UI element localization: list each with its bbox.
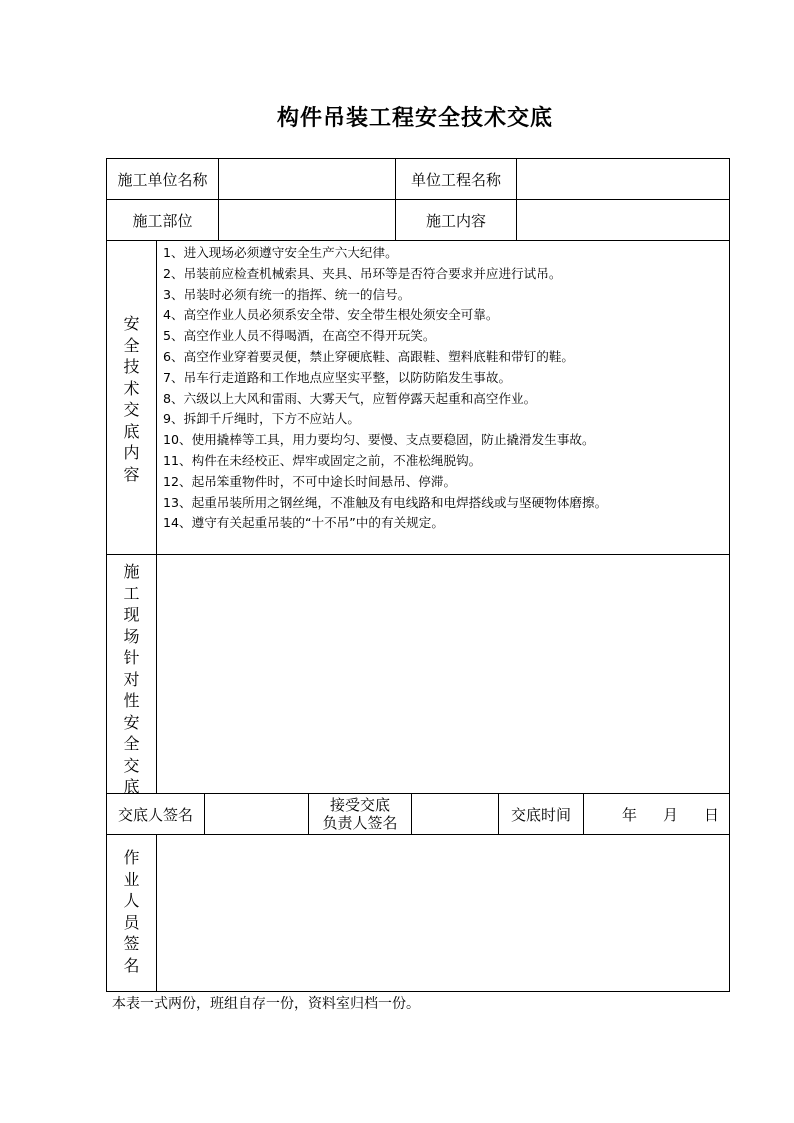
label-char: 签 [123, 934, 140, 953]
unit-project-name-field[interactable] [516, 158, 730, 200]
label-char: 全 [123, 734, 140, 753]
recipient-signature-field[interactable] [411, 793, 499, 835]
label-char: 作 [123, 848, 140, 867]
label-line: 接受交底 [329, 796, 390, 814]
rule-item: 13、起重吊装所用之钢丝绳，不准触及有电线路和电焊搭线或与坚硬物体磨擦。 [163, 494, 608, 510]
construction-unit-label: 施工单位名称 [106, 158, 219, 200]
recipient-signature-label [308, 793, 412, 835]
construction-part-field[interactable] [218, 199, 396, 241]
rule-item: 7、吊车行走道路和工作地点应坚实平整，以防防陷发生事故。 [163, 369, 512, 385]
day-label: 日 [703, 805, 719, 824]
label-char: 术 [123, 378, 140, 398]
label-char: 名 [123, 955, 140, 975]
label-char: 交 [123, 400, 140, 419]
safety-rules-list [156, 240, 730, 555]
label-line: 负责人签名 [322, 814, 398, 832]
rule-item: 12、起吊笨重物件时，不可中途长时间悬吊、停滞。 [163, 473, 457, 489]
label-char: 全 [123, 335, 140, 355]
rule-item: 9、拆卸千斤绳时，下方不应站人。 [163, 411, 360, 427]
construction-content-field[interactable] [516, 199, 730, 241]
label-char: 工 [123, 583, 140, 603]
label-char: 员 [123, 912, 140, 932]
construction-part-label: 施工部位 [106, 199, 219, 241]
rule-item: 1、进入现场必须遵守安全生产六大纪律。 [163, 245, 398, 260]
label-char: 人 [123, 891, 140, 910]
construction-content-label: 施工内容 [395, 199, 517, 241]
document-title: 构件吊装工程安全技术交底 [276, 105, 553, 131]
site-specific-disclosure-field[interactable] [156, 554, 730, 794]
year-label: 年 [621, 805, 637, 824]
rule-item: 2、吊装前应检查机械索具、夹具、吊环等是否符合要求并应进行试吊。 [163, 265, 562, 281]
label-char: 性 [123, 691, 140, 710]
rule-item: 11、构件在未经校正、焊牢或固定之前，不准松绳脱钩。 [163, 452, 482, 468]
label-char: 技 [123, 357, 140, 376]
label-char: 安 [123, 712, 140, 732]
workers-signature-label [106, 834, 157, 992]
safety-disclosure-label [106, 240, 157, 555]
label-char: 对 [123, 669, 140, 689]
unit-project-name-label: 单位工程名称 [395, 158, 517, 200]
label-char: 安 [123, 314, 140, 333]
rule-item: 5、高空作业人员不得喝酒，在高空不得开玩笑。 [163, 328, 436, 344]
month-label: 月 [662, 805, 678, 824]
rule-item: 8、六级以上大风和雷雨、大雾天气，应暂停露天起重和高空作业。 [163, 390, 537, 406]
discloser-signature-label: 交底人签名 [106, 793, 205, 835]
label-char: 底 [123, 777, 140, 796]
label-char: 内 [123, 443, 140, 462]
disclosure-form [106, 158, 730, 992]
label-char: 交 [123, 755, 140, 775]
rule-item: 10、使用撬棒等工具，用力要均匀、要慢、支点要稳固，防止撬滑发生事故。 [163, 432, 595, 448]
disclosure-time-field[interactable] [583, 793, 730, 835]
rule-item: 3、吊装时必须有统一的指挥、统一的信号。 [163, 286, 411, 302]
label-char: 场 [123, 626, 140, 646]
rule-item: 6、高空作业穿着要灵便，禁止穿硬底鞋、高跟鞋、塑料底鞋和带钉的鞋。 [163, 348, 575, 364]
disclosure-time-label: 交底时间 [498, 793, 584, 835]
label-char: 针 [123, 648, 140, 667]
label-char: 施 [123, 562, 140, 581]
discloser-signature-field[interactable] [204, 793, 309, 835]
construction-unit-field[interactable] [218, 158, 396, 200]
rule-item: 14、遵守有关起重吊装的“十不吊”中的有关规定。 [163, 515, 444, 531]
label-char: 容 [123, 464, 140, 484]
label-char: 现 [123, 605, 140, 624]
site-specific-disclosure-label [106, 554, 157, 794]
label-char: 业 [123, 869, 140, 889]
footer-note: 本表一式两份，班组自存一份，资料室归档一份。 [112, 996, 420, 1012]
workers-signature-field[interactable] [156, 834, 730, 992]
rule-item: 4、高空作业人员必须系安全带、安全带生根处须安全可靠。 [163, 307, 499, 323]
label-char: 底 [123, 421, 140, 441]
